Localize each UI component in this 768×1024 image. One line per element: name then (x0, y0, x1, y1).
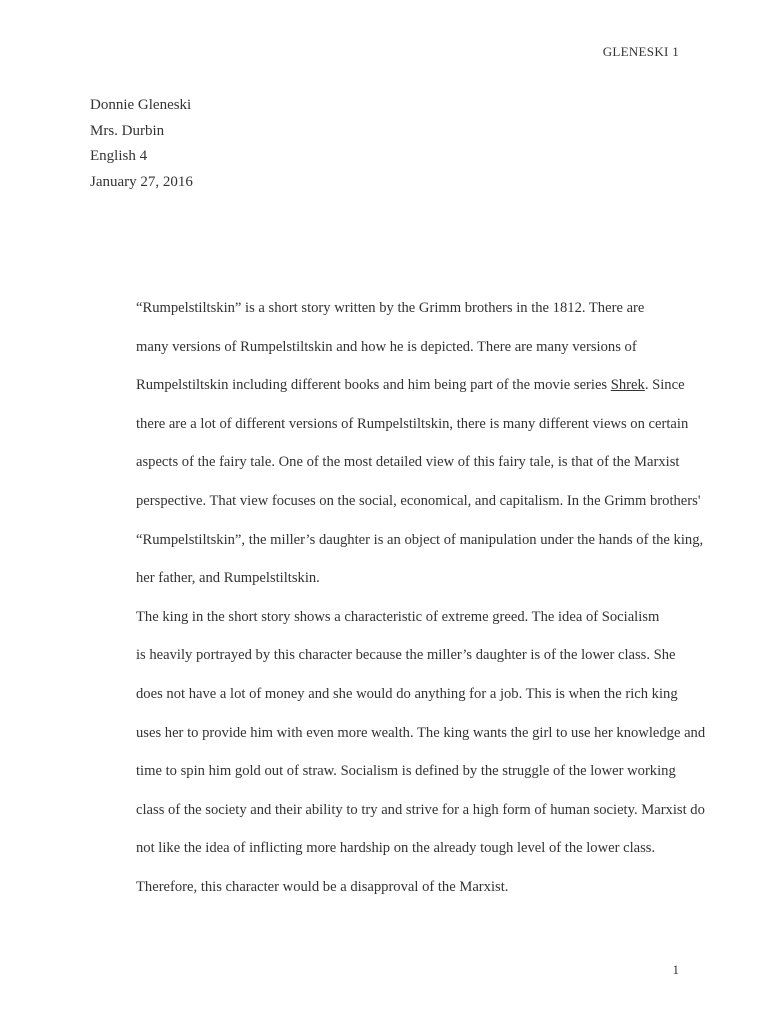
text-line: not like the idea of inflicting more hardship on the already tough level of the lower class. (136, 840, 656, 857)
text-line: her father, and Rumpelstiltskin. (136, 570, 320, 587)
paragraph-2 (90, 598, 706, 907)
text-line: time to spin him gold out of straw. Socialism is defined by the struggle of the lower working (136, 763, 676, 780)
page-number: 1 (672, 962, 679, 977)
text-line: class of the society and their ability to try and strive for a high form of human society. Marxist do (136, 801, 705, 818)
text-line: there are a lot of different versions of Rumpelstiltskin, there is many different views on certain (136, 415, 689, 432)
text-segment: Rumpelstiltskin including different books and him being part of the movie series (136, 377, 611, 394)
text-line: “Rumpelstiltskin” is a short story written by the Grimm brothers in the 1812. There are (136, 300, 645, 316)
text-line: The king in the short story shows a characteristic of extreme greed. The idea of Socialism (136, 608, 660, 625)
course-name: English 4 (90, 148, 148, 164)
text-line: is heavily portrayed by this character because the miller’s daughter is of the lower class. She (136, 647, 676, 664)
text-line: Therefore, this character would be a disapproval of the Marxist. (136, 878, 509, 895)
text-line: “Rumpelstiltskin”, the miller’s daughter is an object of manipulation under the hands of the king, (136, 531, 704, 548)
text-line: perspective. That view focuses on the social, economical, and capitalism. In the Grimm brothers' (136, 492, 701, 509)
text-line: many versions of Rumpelstiltskin and how he is depicted. There are many versions of (136, 338, 637, 355)
film-title: Shrek (610, 377, 645, 394)
text-line (90, 366, 690, 405)
running-head: GLENESKI 1 (602, 44, 679, 59)
student-name: Donnie Gleneski (90, 97, 192, 113)
paragraph-1 (90, 289, 704, 598)
text-line: aspects of the fairy tale. One of the most detailed view of this fairy tale, is that of the Marxist (136, 454, 680, 471)
teacher-name: Mrs. Durbin (90, 122, 165, 139)
text-segment: . Since (644, 377, 685, 394)
mla-heading (90, 93, 193, 195)
essay-body (90, 289, 706, 907)
text-line: does not have a lot of money and she would do anything for a job. This is when the rich king (136, 685, 678, 702)
essay-date: January 27, 2016 (90, 173, 193, 190)
text-line: uses her to provide him with even more wealth. The king wants the girl to use her knowledge and (136, 724, 706, 741)
